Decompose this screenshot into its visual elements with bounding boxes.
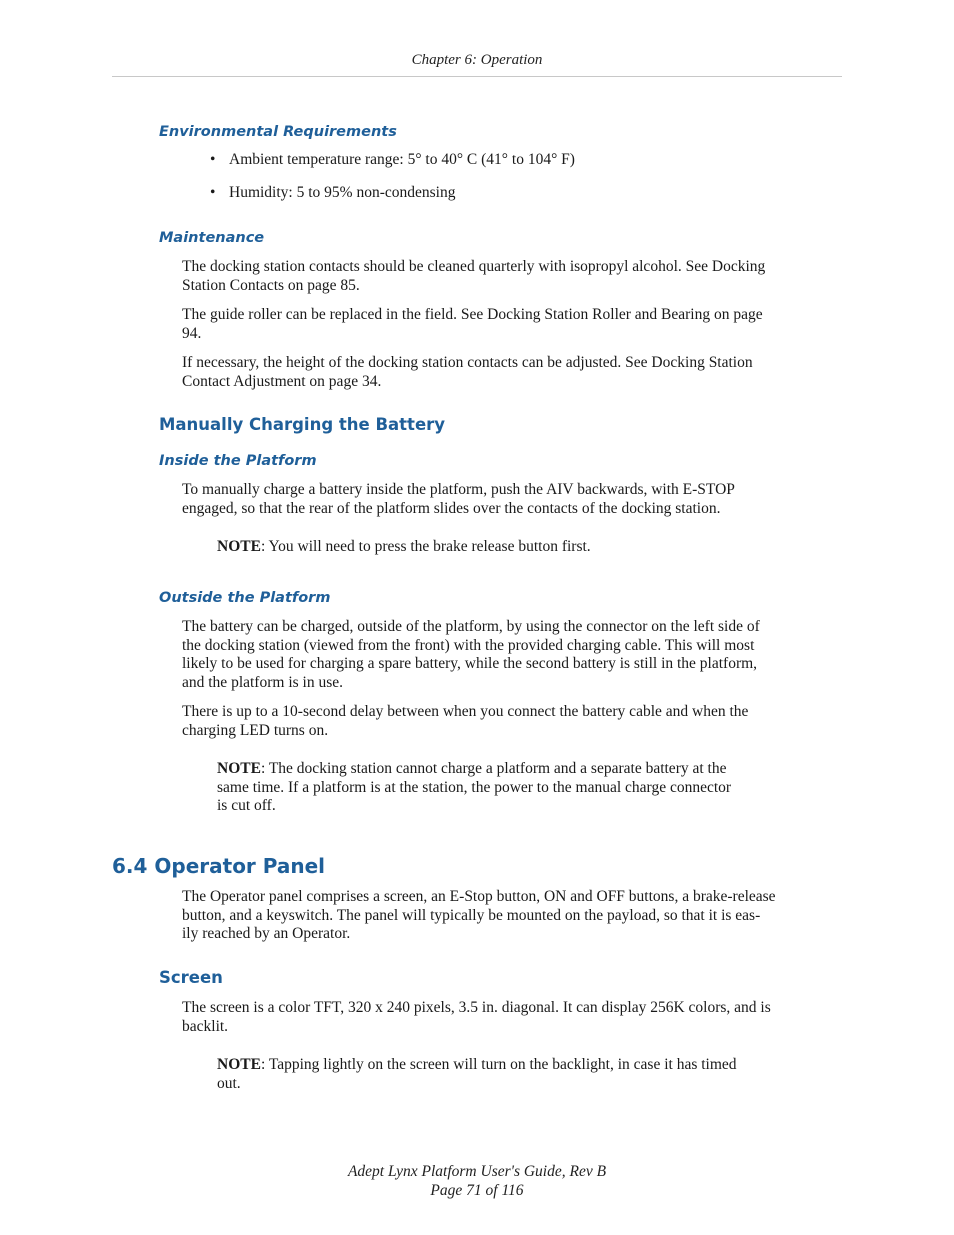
paragraph	[182, 354, 842, 391]
text-line: The battery can be charged, outside of the platform, by using the connector on the left side of	[182, 618, 760, 635]
note-label: NOTE	[217, 1056, 261, 1073]
text-line: The Operator panel comprises a screen, an E-Stop button, ON and OFF buttons, a brake-release	[182, 888, 776, 905]
text-line: There is up to a 10-second delay between when you connect the battery cable and when the	[182, 703, 749, 720]
text-line: charging LED turns on.	[182, 721, 329, 739]
paragraph	[182, 999, 842, 1036]
running-header: Chapter 6: Operation	[411, 52, 543, 68]
note	[217, 1056, 807, 1093]
text-line: engaged, so that the rear of the platform slides over the contacts of the docking station.	[182, 499, 721, 517]
paragraph	[182, 888, 842, 944]
paragraph	[182, 306, 842, 343]
bullet-icon: •	[210, 184, 216, 201]
heading-outside-platform: Outside the Platform	[159, 590, 331, 606]
text-line: To manually charge a battery inside the platform, push the AIV backwards, with E-STOP	[182, 481, 735, 498]
text-line: the docking station (viewed from the front) with the provided charging cable. This will most	[182, 636, 755, 654]
heading-screen: Screen	[159, 968, 223, 987]
heading-manually-charging: Manually Charging the Battery	[159, 415, 446, 434]
text-line: and the platform is in use.	[182, 673, 343, 691]
footer-title: Adept Lynx Platform User's Guide, Rev B	[347, 1163, 607, 1180]
text-line: likely to be used for charging a spare battery, while the second battery is still in the platform,	[182, 655, 758, 673]
bullet-text: Humidity: 5 to 95% non-condensing	[229, 184, 456, 201]
text-line: out.	[217, 1074, 241, 1092]
text-line: 94.	[182, 324, 202, 342]
heading-operator-panel: 6.4 Operator Panel	[112, 854, 326, 878]
paragraph	[182, 703, 842, 740]
note-label: NOTE	[217, 538, 261, 555]
paragraph	[182, 481, 842, 518]
note-text: : The docking station cannot charge a platform and a separate battery at the	[260, 760, 727, 777]
text-line: is cut off.	[217, 797, 276, 815]
text-line: Station Contacts on page 85.	[182, 276, 360, 294]
text-line: The screen is a color TFT, 320 x 240 pixels, 3.5 in. diagonal. It can display 256K colors, and is	[182, 999, 771, 1016]
text-line: Contact Adjustment on page 34.	[182, 372, 382, 390]
text-line: The guide roller can be replaced in the field. See Docking Station Roller and Bearing on page	[182, 306, 763, 323]
text-line	[217, 760, 807, 779]
note-label: NOTE	[217, 760, 261, 777]
text-line: The docking station contacts should be cleaned quarterly with isopropyl alcohol. See Docking	[182, 258, 766, 275]
footer-page-number: Page 71 of 116	[430, 1181, 524, 1199]
text-line: ily reached by an Operator.	[182, 925, 351, 943]
note	[217, 760, 807, 816]
text-line: same time. If a platform is at the station, the power to the manual charge connector	[217, 778, 732, 796]
note-text: : You will need to press the brake release button first.	[260, 538, 591, 555]
heading-inside-platform: Inside the Platform	[159, 453, 317, 469]
heading-maintenance: Maintenance	[159, 230, 265, 246]
paragraph	[182, 258, 842, 295]
header-divider	[112, 76, 842, 77]
text-line	[217, 1056, 807, 1075]
note	[217, 538, 807, 557]
bullet-item	[210, 184, 455, 203]
text-line: If necessary, the height of the docking station contacts can be adjusted. See Docking Station	[182, 354, 753, 371]
text-line: backlit.	[182, 1017, 229, 1035]
bullet-icon: •	[210, 151, 216, 168]
bullet-item	[210, 151, 575, 170]
page-footer	[112, 1163, 842, 1200]
note-text: : Tapping lightly on the screen will turn on the backlight, in case it has timed	[260, 1056, 737, 1073]
paragraph	[182, 618, 842, 692]
heading-environmental-requirements: Environmental Requirements	[159, 124, 397, 140]
text-line: button, and a keyswitch. The panel will typically be mounted on the payload, so that it is eas-	[182, 906, 761, 924]
bullet-text: Ambient temperature range: 5° to 40° C (41° to 104° F)	[229, 151, 575, 168]
